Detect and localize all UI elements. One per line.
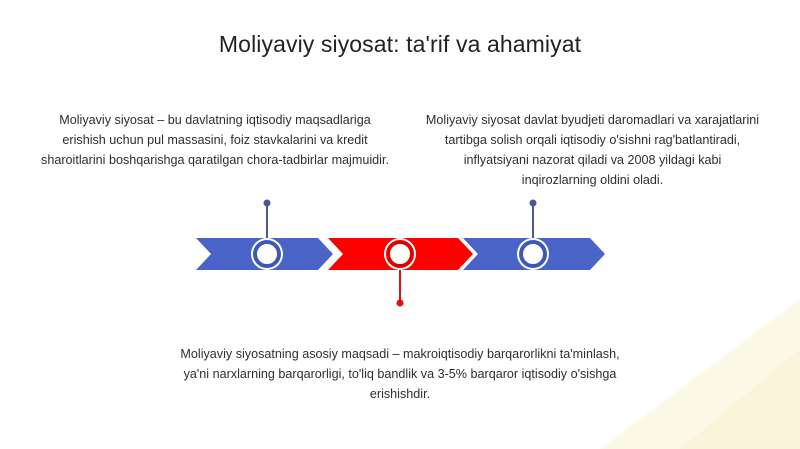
importance-text: Moliyaviy siyosat davlat byudjeti daromadlari va xarajatlarini tartibga solish orqali iqtisodiy o'sishni rag'batlantiradi, inflyatsiyani nazorat qiladi va 2008 yildagi kabi inqirozlarning oldini oladi. [425,113,760,187]
connector-right-dot [530,200,537,207]
connector-left-dot [264,200,271,207]
page-title: Moliyaviy siyosat: ta'rif va ahamiyat [218,31,582,57]
goal-text: Moliyaviy siyosatning asosiy maqsadi – makroiqtisodiy barqarorlikni ta'minlash, ya'ni narxlarning barqarorligi, to'liq bandlik va 3-5% barqaror iqtisodiy o'sishga erishishdir. [180,347,620,401]
timeline-marker-1-ring [255,242,279,266]
timeline-marker-3-ring [521,242,545,266]
timeline-marker-2-ring [388,242,412,266]
definition-text: Moliyaviy siyosat – bu davlatning iqtisodiy maqsadlariga erishish uchun pul massasini, foiz stavkalarini va kredit sharoitlarini boshqarishga qaratilgan chora-tadbirlar majmuidir. [41,113,389,167]
connector-center-dot [397,300,404,307]
